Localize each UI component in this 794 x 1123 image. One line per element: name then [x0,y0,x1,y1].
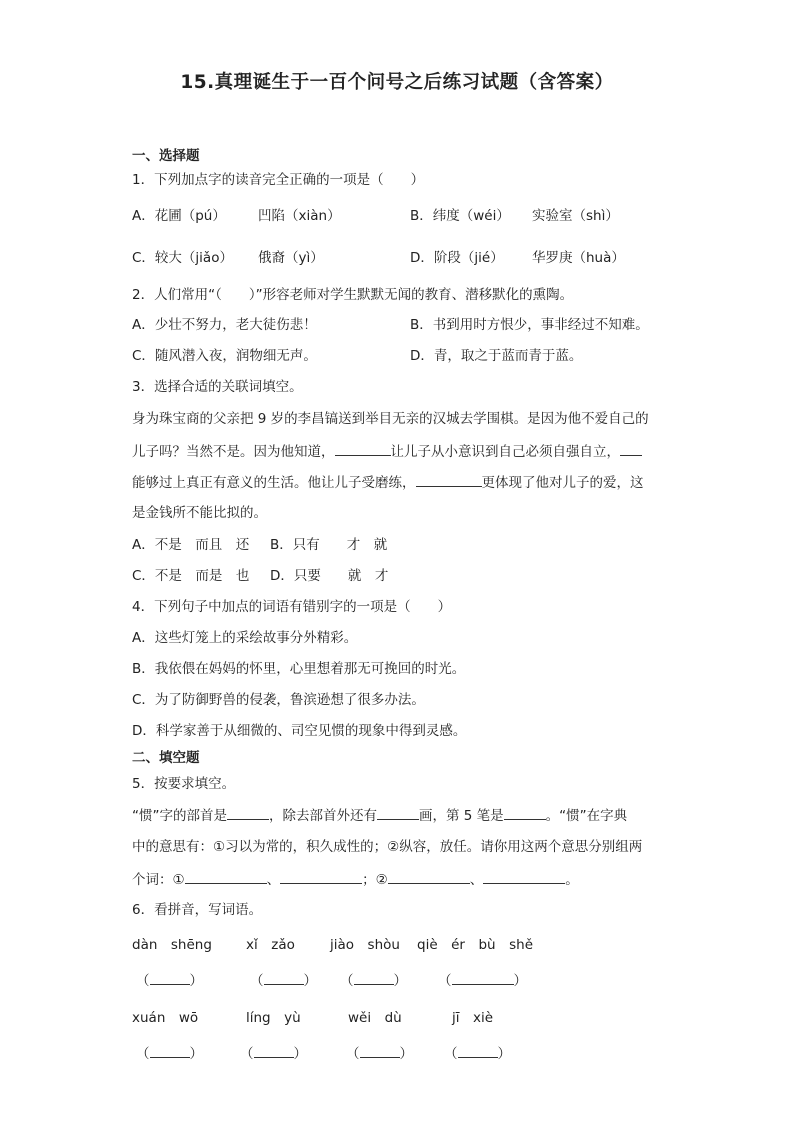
q1-option-b-word1: B．纬度（wéi） [410,208,510,224]
q5-blank-strokes[interactable] [377,805,419,820]
q5-blank-word-3[interactable] [388,869,470,884]
page-title: 15.真理诞生于一百个问号之后练习试题（含答案） [180,72,614,93]
q3-passage-line-2 [132,441,642,462]
q5-text: “惯”字的部首是 [132,808,227,824]
q1-option-d-word2: 华罗庚（huà） [532,250,625,266]
q5-text: 、 [469,872,484,888]
q6-pinyin: qiè ér bù shě [417,937,534,953]
q5-blank-word-2[interactable] [280,869,362,884]
q5-text: ，除去部首外还有 [269,808,377,824]
q3-passage-line-3 [132,472,644,493]
section-heading-fill: 二、填空题 [132,750,200,766]
question-3-stem: 3．选择合适的关联词填空。 [132,379,303,395]
question-1-stem: 1．下列加点字的读音完全正确的一项是（ ） [132,172,425,188]
q3-option-d: D．只要 就 才 [270,568,389,584]
q1-option-a-word2: 凹陷（xiàn） [258,208,341,224]
q4-option-c: C．为了防御野兽的侵袭，鲁滨逊想了很多办法。 [132,692,425,708]
q3-blank-2[interactable] [620,441,642,456]
q6-pinyin: jī xiè [452,1010,494,1026]
section-heading-choice: 一、选择题 [132,148,200,164]
q1-option-c-word1: C．较大（jiǎo） [132,250,233,266]
q1-option-c-word2: 俄裔（yì） [258,250,324,266]
q2-option-c: C．随风潜入夜，润物细无声。 [132,348,317,364]
q6-answer-box[interactable]: （ ） [250,970,317,991]
q5-blank-radical[interactable] [227,805,269,820]
q5-text: 、 [266,872,281,888]
q6-answer-box[interactable]: （ ） [136,970,203,991]
q5-blank-word-1[interactable] [185,869,267,884]
q5-text: 个词：① [132,872,185,888]
q3-option-b: B．只有 才 就 [270,537,388,553]
q5-text: 。“惯”在字典 [545,808,628,824]
q5-line-3 [132,869,579,890]
question-2-stem: 2．人们常用“（ ）”形容老师对学生默默无闻的教育、潜移默化的熏陶。 [132,287,574,303]
q6-answer-box[interactable]: （ ） [438,970,527,991]
q5-blank-word-4[interactable] [483,869,565,884]
q5-text: 画，第 5 笔是 [419,808,504,824]
q6-answer-box[interactable]: （ ） [340,970,407,991]
q5-line-1 [132,805,627,826]
q2-option-a: A．少壮不努力，老大徒伤悲！ [132,317,317,333]
q6-pinyin: xuán wō [132,1010,199,1026]
q2-option-d: D．青，取之于蓝而青于蓝。 [410,348,583,364]
q6-answer-box[interactable]: （ ） [136,1043,203,1064]
q6-answer-box[interactable]: （ ） [346,1043,413,1064]
q4-option-b: B．我依偎在妈妈的怀里，心里想着那无可挽回的时光。 [132,661,466,677]
question-4-stem: 4．下列句子中加点的词语有错别字的一项是（ ） [132,599,452,615]
q3-blank-1[interactable] [335,441,391,456]
q4-option-d: D．科学家善于从细微的、司空见惯的现象中得到灵感。 [132,723,467,739]
q1-option-a-word1: A．花圃（pú） [132,208,226,224]
q5-blank-fifth-stroke[interactable] [504,805,546,820]
q5-text: ；② [362,872,388,888]
q3-passage-text: 让儿子从小意识到自己必须自强自立， [390,444,620,460]
q3-passage-text: 更体现了他对儿子的爱，这 [481,475,644,491]
q6-answer-box[interactable]: （ ） [240,1043,307,1064]
q5-text: 。 [565,872,579,888]
q6-answer-box[interactable]: （ ） [444,1043,511,1064]
q6-pinyin: jiào shòu [330,937,400,953]
q3-option-a: A．不是 而且 还 [132,537,250,553]
question-5-stem: 5．按要求填空。 [132,776,236,792]
q2-option-b: B．书到用时方恨少，事非经过不知难。 [410,317,649,333]
question-6-stem: 6．看拼音，写词语。 [132,902,263,918]
q3-passage-text: 儿子吗？当然不是。因为他知道， [132,444,335,460]
q3-passage-line-1: 身为珠宝商的父亲把 9 岁的李昌镐送到举目无亲的汉城去学围棋。是因为他不爱自己的 [132,411,649,427]
q1-option-d-word1: D．阶段（jié） [410,250,504,266]
q4-option-a: A．这些灯笼上的采绘故事分外精彩。 [132,630,358,646]
q3-blank-3[interactable] [416,472,482,487]
q6-pinyin: dàn shēng [132,937,212,953]
q1-option-b-word2: 实验室（shì） [532,208,619,224]
q6-pinyin: wěi dù [348,1010,402,1026]
q5-line-2: 中的意思有：①习以为常的，积久成性的；②纵容，放任。请你用这两个意思分别组两 [132,839,643,855]
q6-pinyin: líng yù [246,1010,301,1026]
q6-pinyin: xǐ zǎo [246,937,295,953]
q3-passage-text: 能够过上真正有意义的生活。他让儿子受磨练， [132,475,416,491]
q3-passage-line-4: 是金钱所不能比拟的。 [132,505,267,521]
q3-option-c: C．不是 而是 也 [132,568,250,584]
